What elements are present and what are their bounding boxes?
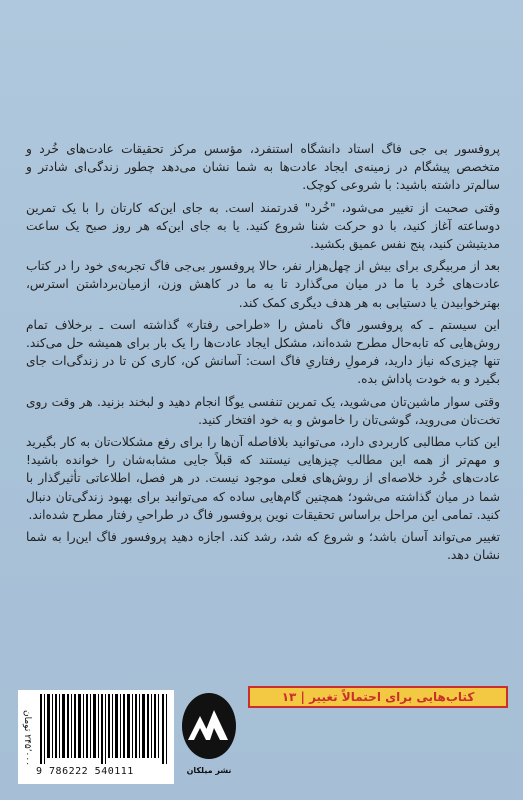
series-band: کتاب‌هایی برای احتمالاً تغییر | ۱۳ — [248, 686, 508, 708]
barcode-icon — [38, 694, 172, 764]
barcode — [18, 690, 174, 784]
blurb-paragraph: وقتی صحبت از تغییر می‌شود، "خُرد" قدرتمند است. به جای این‌که کارتان را با یک تمرین دوساعته آغاز کنید، با دو حرکت شنا شروع کنید. یا به جای این‌که هر روز صبح یک ساعت مدیتیشن کنید، پنج نفس عمیق بکشید. — [26, 200, 500, 252]
blurb-paragraph: پروفسور بی جی فاگ استاد دانشگاه استنفرد، مؤسس مرکز تحقیقات عادت‌های خُرد و متخصص پیشگام در زمینه‌ی ایجاد عادت‌ها به شما نشان می‌دهد چطور زندگی‌ای شادتر و سالم‌تر داشته باشید: با شروعی کوچک. — [26, 142, 500, 193]
blurb-paragraph: این سیستم ـ که پروفسور فاگ نامش را «طراحی رفتار» گذاشته است ـ برخلاف تمام روش‌هایی که تابه‌حال مطرح شده‌اند، مشکل ایجاد عادت‌ها را یک بار برای همیشه حل می‌کند. تنها چیزی‌که نیاز دارید، فرمولِ رفتاریِ فاگ است: آسانش کن، کاری کن تا در زندگی‌ات جای بگیرد و به خودت پاداش بده. — [26, 317, 500, 387]
blurb-paragraph: وقتی سوار ماشین‌تان می‌شوید، یک تمرین تنفسی یوگا انجام دهید و لبخند بزنید. هر وقت روی تخت‌تان می‌روید، گوشی‌تان را خاموش و به خود افتخار کنید. — [26, 394, 500, 427]
blurb-text — [26, 140, 500, 568]
blurb-paragraph: تغییر می‌تواند آسان باشد؛ و شروع که شد، رشد کند. اجازه دهید پروفسور فاگ این‌را به شما نشان دهد. — [26, 530, 500, 563]
isbn-digits: 9 786222 540111 — [36, 766, 134, 777]
blurb-paragraph: بعد از مربیگری برای بیش از چهل‌هزار نفر، حالا پروفسور بی‌جی فاگ تجربه‌ی خود را در کتاب عادت‌های خُرد با ما در میان می‌گذارد تا به ما در کاهش وزن، ازمیان‌برداشتن استرس، بهترخوابیدن یا دستیابی به هر هدف دیگری کمک کند. — [26, 259, 500, 310]
publisher-name: نشر میلکان — [186, 766, 232, 775]
publisher-logo-icon — [180, 690, 238, 770]
price-label: ۲۴۵٬۰۰۰ تومان — [22, 709, 32, 767]
blurb-paragraph: این کتاب مطالبی کاربردی دارد، می‌توانید بلافاصله آن‌ها را برای رفع مشکلات‌تان به کار بگیرید و مهم‌تر از همه این مطالب چیزهایی نیستند که قبلاً جایی مشابه‌شان را خوانده باشید! عادت‌های خُرد خلاصه‌ای از روش‌های فعلی موجود نیست. در هر فصل، اطلاعاتی تأثیرگذار با شما در میان گذاشته می‌شود؛ همچنین گام‌هایی ساده که می‌توانید برای بهبود زندگی‌تان دنبال کنید. تمامی این مراحل براساس تحقیقات نوین پروفسور فاگ در طراحیِ رفتار مطرح شده‌اند. — [26, 435, 500, 522]
